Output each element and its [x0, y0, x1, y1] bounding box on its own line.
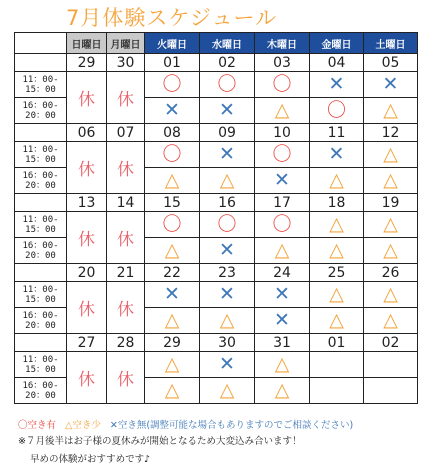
full-mark: ✕ — [328, 143, 345, 165]
availability-cell — [364, 72, 418, 98]
availability-cell — [200, 168, 255, 194]
date-cell: 02 — [200, 54, 255, 72]
date-cell: 12 — [364, 124, 418, 142]
header-tuesday: 火曜日 — [145, 33, 200, 54]
legend-available: 〇空き有 — [18, 420, 57, 431]
availability-cell — [310, 168, 364, 194]
date-cell: 18 — [310, 194, 364, 212]
availability-cell — [255, 142, 310, 168]
availability-cell — [255, 282, 310, 308]
date-cell: 20 — [67, 264, 107, 282]
time-slot-label: 16：00- 20：00 — [15, 378, 67, 404]
header-monday: 月曜日 — [107, 33, 145, 54]
date-cell: 05 — [364, 54, 418, 72]
date-cell: 01 — [145, 54, 200, 72]
full-mark: ✕ — [164, 99, 180, 121]
availability-cell — [200, 238, 255, 264]
availability-cell — [310, 282, 364, 308]
few-mark: △ — [383, 309, 398, 331]
slot-row — [15, 282, 418, 308]
few-mark: △ — [164, 353, 180, 375]
available-mark: 〇 — [162, 73, 182, 95]
available-mark: 〇 — [272, 213, 292, 235]
legend-few: △空き少 — [65, 420, 101, 431]
time-slot-label: 11：00- 15：00 — [15, 212, 67, 238]
full-mark: ✕ — [219, 99, 235, 121]
date-cell: 29 — [67, 54, 107, 72]
slot-row — [15, 142, 418, 168]
full-mark: ✕ — [219, 283, 235, 305]
date-row-spacer — [15, 54, 67, 72]
date-cell: 31 — [255, 334, 310, 352]
availability-cell — [255, 212, 310, 238]
header-corner — [15, 33, 67, 54]
availability-cell — [255, 352, 310, 378]
date-cell: 19 — [364, 194, 418, 212]
availability-cell — [364, 282, 418, 308]
few-mark: △ — [164, 309, 180, 331]
available-mark: 〇 — [217, 213, 237, 235]
availability-cell — [364, 238, 418, 264]
few-mark: △ — [383, 99, 398, 121]
availability-cell — [364, 308, 418, 334]
full-mark: ✕ — [164, 283, 180, 305]
availability-cell — [310, 238, 364, 264]
full-mark: ✕ — [219, 353, 235, 375]
available-mark: 〇 — [162, 143, 182, 165]
full-mark: ✕ — [328, 73, 345, 95]
date-cell: 02 — [364, 334, 418, 352]
header-thursday: 木曜日 — [255, 33, 310, 54]
header-saturday: 土曜日 — [364, 33, 418, 54]
availability-cell — [200, 308, 255, 334]
availability-cell — [200, 142, 255, 168]
availability-cell — [200, 98, 255, 124]
few-mark: △ — [164, 239, 180, 261]
date-cell: 28 — [107, 334, 145, 352]
available-mark: 〇 — [162, 213, 182, 235]
slot-row — [15, 72, 418, 98]
page-title: 7月体験スケジュール — [66, 6, 278, 30]
availability-cell — [200, 212, 255, 238]
availability-cell — [255, 72, 310, 98]
date-cell: 23 — [200, 264, 255, 282]
date-row — [15, 54, 418, 72]
few-mark: △ — [329, 239, 344, 261]
closed-cell: 休 — [107, 352, 145, 404]
availability-cell — [310, 352, 364, 378]
date-row — [15, 264, 418, 282]
legend — [18, 417, 353, 431]
few-mark: △ — [329, 283, 344, 305]
availability-cell — [145, 352, 200, 378]
availability-cell — [145, 282, 200, 308]
date-cell: 30 — [107, 54, 145, 72]
date-row — [15, 194, 418, 212]
full-mark: ✕ — [219, 239, 235, 261]
few-mark: △ — [274, 239, 290, 261]
availability-cell — [255, 168, 310, 194]
date-cell: 09 — [200, 124, 255, 142]
few-mark: △ — [383, 283, 398, 305]
date-cell: 13 — [67, 194, 107, 212]
availability-cell — [200, 352, 255, 378]
availability-cell — [364, 168, 418, 194]
availability-cell — [310, 378, 364, 404]
closed-cell: 休 — [67, 282, 107, 334]
available-mark: 〇 — [217, 73, 237, 95]
few-mark: △ — [219, 379, 235, 401]
closed-cell: 休 — [107, 142, 145, 194]
few-mark: △ — [164, 379, 180, 401]
few-mark: △ — [274, 379, 290, 401]
availability-cell — [145, 142, 200, 168]
few-mark: △ — [329, 213, 344, 235]
availability-cell — [145, 212, 200, 238]
availability-cell — [364, 352, 418, 378]
availability-cell — [364, 142, 418, 168]
date-cell: 16 — [200, 194, 255, 212]
few-mark: △ — [219, 169, 235, 191]
date-cell: 27 — [67, 334, 107, 352]
date-cell: 30 — [200, 334, 255, 352]
date-cell: 25 — [310, 264, 364, 282]
slot-row — [15, 352, 418, 378]
note-recommend: 早めの体験がおすすめです♪ — [30, 454, 151, 465]
closed-cell: 休 — [107, 282, 145, 334]
availability-cell — [255, 378, 310, 404]
header-sunday: 日曜日 — [67, 33, 107, 54]
availability-cell — [310, 98, 364, 124]
full-mark: ✕ — [274, 283, 290, 305]
closed-cell: 休 — [67, 212, 107, 264]
note-busy: ※７月後半はお子様の夏休みが開始となるため大変込み合います！ — [18, 436, 302, 447]
few-mark: △ — [329, 169, 344, 191]
date-cell: 14 — [107, 194, 145, 212]
availability-cell — [310, 72, 364, 98]
time-slot-label: 16：00- 20：00 — [15, 98, 67, 124]
availability-cell — [145, 308, 200, 334]
date-cell: 07 — [107, 124, 145, 142]
date-cell: 15 — [145, 194, 200, 212]
availability-cell — [145, 378, 200, 404]
time-slot-label: 11：00- 15：00 — [15, 352, 67, 378]
time-slot-label: 11：00- 15：00 — [15, 72, 67, 98]
closed-cell: 休 — [107, 72, 145, 124]
availability-cell — [364, 212, 418, 238]
date-row-spacer — [15, 264, 67, 282]
availability-cell — [255, 308, 310, 334]
availability-cell — [145, 98, 200, 124]
available-mark: 〇 — [326, 99, 346, 121]
date-cell: 08 — [145, 124, 200, 142]
available-mark: 〇 — [272, 143, 292, 165]
few-mark: △ — [219, 309, 235, 331]
date-cell: 26 — [364, 264, 418, 282]
date-cell: 11 — [310, 124, 364, 142]
closed-cell: 休 — [67, 142, 107, 194]
date-cell: 01 — [310, 334, 364, 352]
few-mark: △ — [383, 213, 398, 235]
availability-cell — [200, 72, 255, 98]
time-slot-label: 16：00- 20：00 — [15, 168, 67, 194]
date-row-spacer — [15, 334, 67, 352]
header-wednesday: 水曜日 — [200, 33, 255, 54]
availability-cell — [255, 238, 310, 264]
date-cell: 10 — [255, 124, 310, 142]
full-mark: ✕ — [274, 309, 290, 331]
date-cell: 24 — [255, 264, 310, 282]
date-cell: 21 — [107, 264, 145, 282]
header-friday: 金曜日 — [310, 33, 364, 54]
few-mark: △ — [164, 169, 180, 191]
date-row — [15, 124, 418, 142]
time-slot-label: 11：00- 15：00 — [15, 142, 67, 168]
date-cell: 17 — [255, 194, 310, 212]
availability-cell — [310, 308, 364, 334]
availability-cell — [145, 72, 200, 98]
date-row-spacer — [15, 124, 67, 142]
availability-cell — [200, 282, 255, 308]
availability-cell — [200, 378, 255, 404]
availability-cell — [255, 98, 310, 124]
time-slot-label: 16：00- 20：00 — [15, 308, 67, 334]
availability-cell — [145, 168, 200, 194]
header-row — [15, 33, 418, 54]
availability-cell — [364, 98, 418, 124]
time-slot-label: 11：00- 15：00 — [15, 282, 67, 308]
availability-cell — [310, 212, 364, 238]
date-cell: 04 — [310, 54, 364, 72]
date-cell: 22 — [145, 264, 200, 282]
date-cell: 29 — [145, 334, 200, 352]
full-mark: ✕ — [382, 73, 399, 95]
time-slot-label: 16：00- 20：00 — [15, 238, 67, 264]
closed-cell: 休 — [107, 212, 145, 264]
slot-row — [15, 212, 418, 238]
availability-cell — [364, 378, 418, 404]
date-row — [15, 334, 418, 352]
availability-cell — [310, 142, 364, 168]
closed-cell: 休 — [67, 72, 107, 124]
date-cell: 06 — [67, 124, 107, 142]
full-mark: ✕ — [274, 169, 290, 191]
legend-none: ✕空き無(調整可能な場合もありますのでご相談ください) — [109, 420, 354, 431]
full-mark: ✕ — [219, 143, 235, 165]
date-row-spacer — [15, 194, 67, 212]
schedule-table — [14, 32, 418, 404]
few-mark: △ — [383, 239, 398, 261]
date-cell: 03 — [255, 54, 310, 72]
few-mark: △ — [383, 169, 398, 191]
few-mark: △ — [274, 99, 290, 121]
availability-cell — [145, 238, 200, 264]
closed-cell: 休 — [67, 352, 107, 404]
few-mark: △ — [329, 309, 344, 331]
few-mark: △ — [383, 143, 398, 165]
available-mark: 〇 — [272, 73, 292, 95]
few-mark: △ — [274, 353, 290, 375]
